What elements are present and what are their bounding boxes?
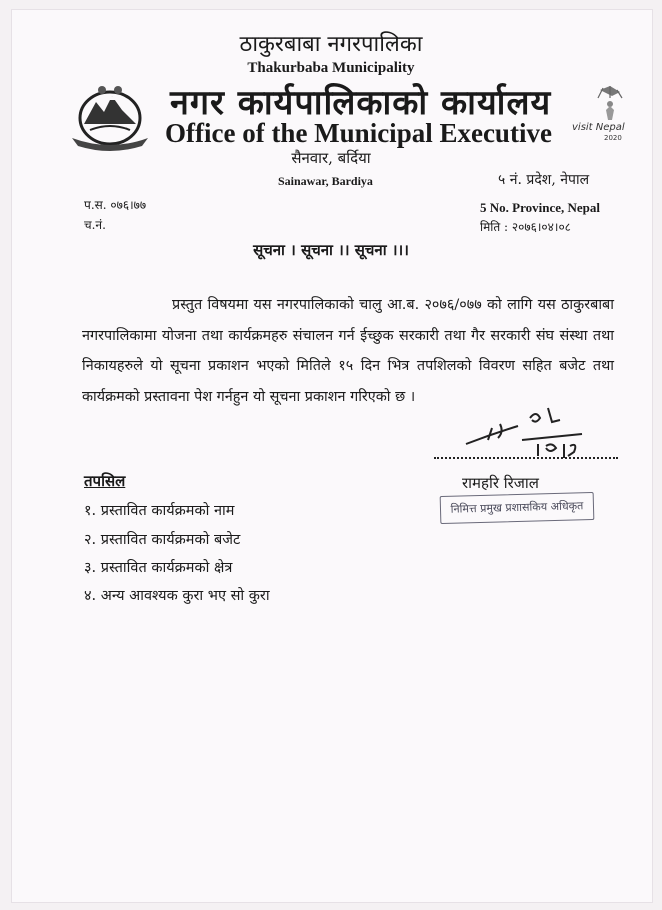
patra-sankhya: प.स. ०७६।७७ — [84, 198, 147, 212]
signature-line — [434, 457, 618, 459]
notice-body — [82, 290, 614, 412]
office-name-en: Office of the Municipal Executive — [165, 118, 552, 148]
tapasil-heading: तपसिल — [84, 472, 126, 490]
signatory-name: रामहरि रिजाल — [462, 474, 539, 492]
nepal-emblem-icon — [62, 80, 158, 152]
province-en: 5 No. Province, Nepal — [480, 200, 600, 215]
list-item: ४. अन्य आवश्यक कुरा भए सो कुरा — [84, 588, 270, 604]
office-name-np: नगर कार्यपालिकाको कार्यालय — [170, 83, 552, 123]
location-en: Sainawar, Bardiya — [278, 174, 373, 188]
chalani-number: च.नं. — [84, 218, 106, 232]
list-item: २. प्रस्तावित कार्यक्रमको बजेट — [84, 532, 241, 548]
visit-nepal-year: 2020 — [604, 134, 622, 142]
visit-nepal-text: visit Nepal — [572, 122, 625, 133]
list-item: १. प्रस्तावित कार्यक्रमको नाम — [84, 503, 235, 519]
location-np: सैनवार, बर्दिया — [291, 149, 371, 167]
visit-nepal-logo — [570, 84, 640, 144]
designation-stamp: निमित्त प्रमुख प्रशासकिय अधिकृत — [440, 492, 595, 524]
municipality-name-en: Thakurbaba Municipality — [247, 60, 415, 76]
notice-body-text: प्रस्तुत विषयमा यस नगरपालिकाको चालु आ.ब. २०७६/०७७ को लागि यस ठाकुरबाबा नगरपालिकामा योजना तथा कार्यक्रमहरु संचालन गर्न ईच्छुक सरकारी तथा गैर सरकारी संघ संस्था तथा निकायहरुले यो सूचना प्रकाशन भएको मितिले १५ दिन भित्र तपशिलको विवरण सहित बजेट तथा कार्यक्रमको प्रस्तावना पेश गर्नहुन यो सूचना प्रकाशन गरिएको छ । — [82, 297, 614, 405]
province-np: ५ नं. प्रदेश, नेपाल — [498, 172, 590, 188]
municipality-name-np: ठाकुरबाबा नगरपालिका — [239, 32, 423, 57]
signature — [452, 404, 592, 462]
letter-date: मिति : २०७६।०४।०८ — [480, 220, 571, 234]
notice-title: सूचना । सूचना ।। सूचना ।।। — [253, 241, 409, 259]
list-item: ३. प्रस्तावित कार्यक्रमको क्षेत्र — [84, 560, 233, 576]
